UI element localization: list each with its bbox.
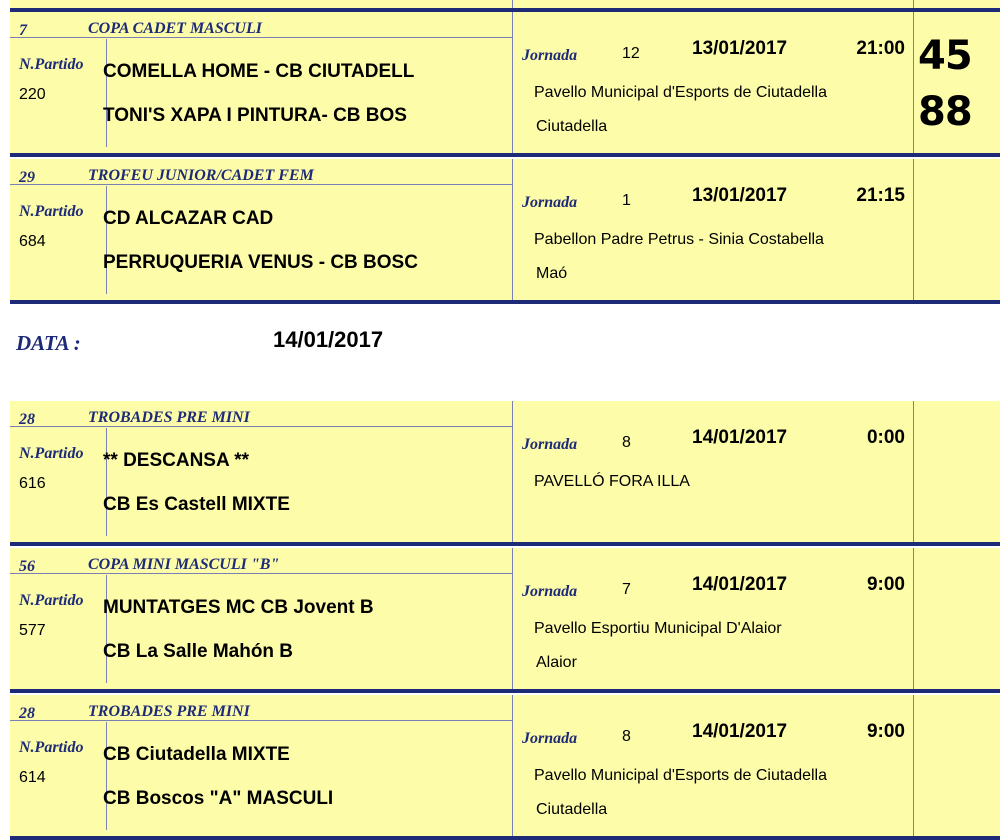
card-divider-rule (10, 153, 1000, 157)
venue-name: Pavello Municipal d'Esports de Ciutadella (534, 767, 827, 784)
match-number-label: N.Partido (19, 592, 84, 609)
match-time: 0:00 (866, 427, 905, 448)
column-divider (106, 186, 107, 294)
away-team: CB La Salle Mahón B (103, 641, 294, 662)
competition-name: TROFEU JUNIOR/CADET FEM (88, 167, 314, 184)
competition-code: 56 (19, 558, 35, 575)
match-number-label: N.Partido (19, 56, 84, 73)
venue-town: Ciutadella (536, 801, 608, 818)
column-divider (106, 39, 107, 147)
competition-name: COPA CADET MASCULI (88, 20, 262, 37)
competition-code: 29 (19, 169, 35, 186)
match-number: 614 (19, 769, 46, 786)
away-team: PERRUQUERIA VENUS - CB BOSC (103, 252, 418, 273)
venue-name: PAVELLÓ FORA ILLA (534, 473, 690, 490)
away-team: CB Boscos "A" MASCULI (103, 788, 334, 809)
away-score: 88 (918, 89, 972, 135)
venue-name: Pavello Municipal d'Esports de Ciutadella (534, 84, 827, 101)
jornada-label: Jornada (522, 583, 578, 600)
match-number: 577 (19, 622, 46, 639)
column-divider (913, 159, 914, 300)
match-date: 13/01/2017 (692, 38, 788, 59)
competition-name: TROBADES PRE MINI (88, 703, 250, 720)
column-divider (512, 401, 513, 542)
column-divider (512, 12, 513, 153)
venue-name: Pavello Esportiu Municipal D'Alaior (534, 620, 782, 637)
competition-name: COPA MINI MASCULI "B" (88, 556, 280, 573)
away-team: TONI'S XAPA I PINTURA- CB BOS (103, 105, 407, 126)
jornada-number: 7 (622, 581, 631, 598)
home-score: 45 (918, 33, 972, 79)
column-divider (913, 548, 914, 689)
card-divider-rule (10, 300, 1000, 304)
column-divider (106, 722, 107, 830)
venue-town: Maó (536, 265, 568, 282)
column-divider (106, 428, 107, 536)
match-number: 220 (19, 86, 46, 103)
header-underline (10, 720, 513, 721)
column-divider (512, 159, 513, 300)
previous-match-card-remnant (10, 0, 1000, 8)
jornada-number: 8 (622, 434, 631, 451)
section-date-value: 14/01/2017 (273, 327, 384, 352)
match-date: 14/01/2017 (692, 574, 788, 595)
home-team: CD ALCAZAR CAD (103, 208, 274, 229)
match-time: 9:00 (866, 721, 905, 742)
column-divider (512, 0, 513, 8)
column-divider (106, 575, 107, 683)
competition-code: 28 (19, 411, 35, 428)
jornada-number: 12 (622, 45, 640, 62)
match-number-label: N.Partido (19, 445, 84, 462)
jornada-label: Jornada (522, 47, 578, 64)
match-number: 684 (19, 233, 46, 250)
away-team: CB Es Castell MIXTE (103, 494, 290, 515)
match-number-label: N.Partido (19, 203, 84, 220)
competition-code: 7 (19, 22, 27, 39)
venue-town: Alaior (536, 654, 577, 671)
column-divider (512, 548, 513, 689)
match-date: 14/01/2017 (692, 427, 788, 448)
match-time: 9:00 (866, 574, 905, 595)
home-team: ** DESCANSA ** (103, 450, 250, 471)
column-divider (913, 695, 914, 836)
card-divider-rule (10, 689, 1000, 693)
jornada-label: Jornada (522, 436, 578, 453)
venue-town: Ciutadella (536, 118, 608, 135)
header-underline (10, 426, 513, 427)
competition-name: TROBADES PRE MINI (88, 409, 250, 426)
match-number-label: N.Partido (19, 739, 84, 756)
column-divider (913, 401, 914, 542)
match-time: 21:15 (856, 185, 905, 206)
column-divider (913, 12, 914, 153)
match-time: 21:00 (856, 38, 905, 59)
section-date-label: DATA : (16, 331, 81, 355)
home-team: COMELLA HOME - CB CIUTADELL (103, 61, 415, 82)
card-divider-rule (10, 836, 1000, 840)
column-divider (913, 0, 914, 8)
match-number: 616 (19, 475, 46, 492)
jornada-label: Jornada (522, 730, 578, 747)
home-team: MUNTATGES MC CB Jovent B (103, 597, 374, 618)
venue-name: Pabellon Padre Petrus - Sinia Costabella (534, 231, 824, 248)
match-date: 14/01/2017 (692, 721, 788, 742)
home-team: CB Ciutadella MIXTE (103, 744, 290, 765)
card-divider-rule (10, 542, 1000, 546)
column-divider (512, 695, 513, 836)
jornada-label: Jornada (522, 194, 578, 211)
match-date: 13/01/2017 (692, 185, 788, 206)
jornada-number: 1 (622, 192, 631, 209)
competition-code: 28 (19, 705, 35, 722)
jornada-number: 8 (622, 728, 631, 745)
